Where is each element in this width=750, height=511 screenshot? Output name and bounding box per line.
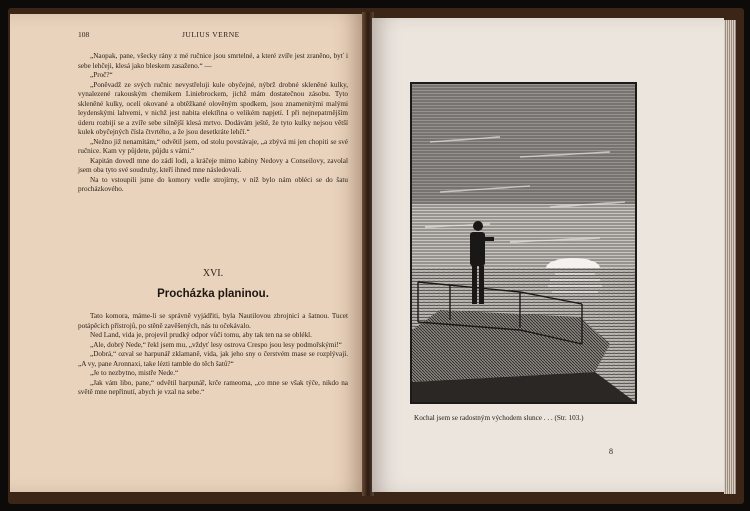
paragraph: „Jak vám libo, pane,“ odvětil harpunář, krče rameoma, „co mne se však týče, nikdo na světě mne nepřinutí, abych je vzal na sebe.“ [78,378,348,396]
paragraph: „Poněvadž ze svých ručnic nevystřeluji kule obyčejné, nýbrž drobné skleněné kulky, vynalezené rakouským chemikem Liniebrockem, jichž mám dostatečnou zásobu. Tyto skleněné kulky, ocelí okované a obtěžkané olověným spodkem, jsou znamenitými malými leydenskými lahvemi, v nichž jest nabita elektřina o velikém napjetí. I při nejnepatrnějším úderu rozbijí se a zvíře sebe silnější klesá mrtvo. Dodávám ještě, že tyto kulky nejsou větší kulek obyčejných čísla čtvrtého, a že jsou desetkráte lehčí.“ [78,80,348,136]
illustration-caption: Kochal jsem se radostným východem slunce . . . (Str. 103.) [414,414,584,422]
paragraph: Ned Land, vida je, projevil prudký odpor vůči tomu, aby tak ten na se oblékl. [90,331,312,339]
paragraph: „Proč?“ [90,71,113,79]
paragraph: Kapitán dovedl mne do zádí lodi, a kráčeje mimo kabiny Nedovy a Conseilovy, zavolal jsem oba tyto své soudruhy, kteří ihned mne následovali. [78,156,348,174]
paragraph: „Dobrá,“ ozval se harpunář zklamaně, vida, jak jeho sny o čerstvém mase se rozplývají. „A vy, pane Aronnaxi, take lézti tamble do těch šatů?“ [78,350,348,368]
paragraph: Tato komora, máme-li se správně vyjádřiti, byla Nautilovou zbrojnicí a šatnou. Tucet potápěcích přístrojů, po stěně zavěšených, nás tu očekávalo. [78,312,348,330]
text-block-top [78,52,348,195]
running-head: JULIUS VERNE [182,30,240,39]
paragraph: „Je to nezbytno, mistře Nede.“ [90,369,179,377]
paragraph: „Nežno již nenamítám,“ odvětil jsem, od stolu povstávaje, „a zbývá mi jen chopiti se své ručnice. Kam vy půjdete, půjdu s vámi.“ [78,137,348,155]
right-page-number: 8 [609,447,613,456]
text-block-bottom [78,312,348,398]
paragraph: „Naopak, pane, všecky rány z mé ručnice jsou smrtelné, a které zvíře jest zraněno, byť i sebe lehčeji, klesá jako bleskem zasaženo.“ — [78,52,348,70]
page-edges [724,20,736,494]
sunrise-engraving [410,82,637,404]
left-page-number: 108 [78,30,90,39]
paragraph: „Ale, dobrý Nede,“ řekl jsem mu, „vždyť lesy ostrova Crespo jsou lesy podmořskými!“ [90,340,342,349]
paragraph: Na to vstoupili jsme do komory vedle strojírny, v níž bylo nám obléci se do šatu procházkového. [78,175,348,193]
left-page-header [70,30,750,44]
chapter-number: XVI. [202,268,224,279]
chapter-title: Procházka planinou. [157,288,269,300]
